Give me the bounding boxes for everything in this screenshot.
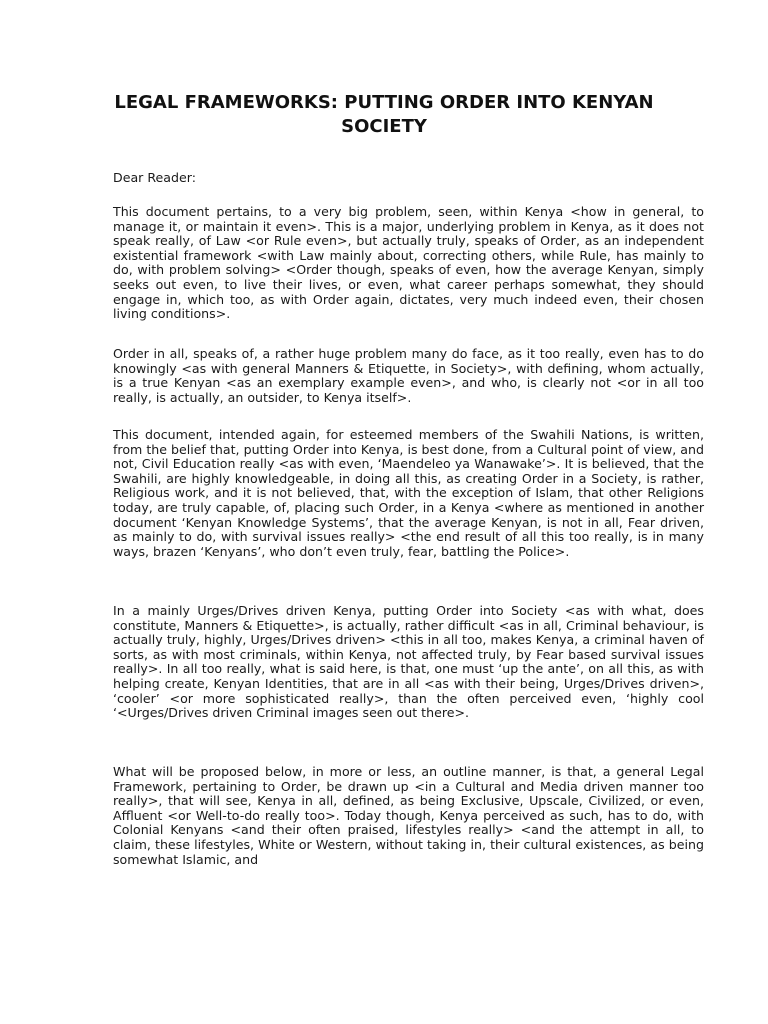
paragraph-4: In a mainly Urges/Drives driven Kenya, putting Order into Society <as with what, does constitute, Manners & Etiquette>, is actually, rather difficult <as in all, Criminal behaviour, is actually truly, highly, Urges/Drives driven> <this in all too, makes Kenya, a criminal haven of sorts, as with most criminals, within Kenya, not affected truly, by Fear based survival issues really>. In all too really, what is said here, is that, one must ‘up the ante’, on all this, as with helping create, Kenyan Identities, that are in all <as with their being, Urges/Drives driven>, ‘cooler’ <or more sophisticated really>, than the often perceived even, ‘highly cool ‘<Urges/Drives driven Criminal images seen out there>. xyxy=(113,603,704,721)
paragraph-3: This document, intended again, for esteemed members of the Swahili Nations, is written, from the belief that, putting Order into Kenya, is best done, from a Cultural point of view, and not, Civil Education really <as with even, ‘Maendeleo ya Wanawake’>. It is believed, that the Swahili, are highly knowledgeable, in doing all this, as creating Order in a Society, is rather, Religious work, and it is not believed, that, with the exception of Islam, that other Religions today, are truly capable, of, placing such Order, in a Kenya <where as mentioned in another document ‘Kenyan Knowledge Systems’, that the average Kenyan, is not in all, Fear driven, as mainly to do, with survival issues really> <the end result of all this too really, is in many ways, brazen ‘Kenyans’, who don’t even truly, fear, battling the Police>. xyxy=(113,427,704,559)
salutation: Dear Reader: xyxy=(113,170,196,185)
paragraph-2: Order in all, speaks of, a rather huge problem many do face, as it too really, even has to do knowingly <as with general Manners & Etiquette, in Society>, with defining, whom actually, is a true Kenyan <as an exemplary example even>, and who, is clearly not <or in all too really, is actually, an outsider, to Kenya itself>. xyxy=(113,346,704,405)
document-title: LEGAL FRAMEWORKS: PUTTING ORDER INTO KENYAN SOCIETY xyxy=(114,92,654,137)
paragraph-5: What will be proposed below, in more or less, an outline manner, is that, a general Legal Framework, pertaining to Order, be drawn up <in a Cultural and Media driven manner too really>, that will see, Kenya in all, defined, as being Exclusive, Upscale, Civilized, or even, Affluent <or Well-to-do really too>. Today though, Kenya perceived as such, has to do, with Colonial Kenyans <and their often praised, lifestyles really> <and the attempt in all, to claim, these lifestyles, White or Western, without taking in, their cultural existences, as being somewhat Islamic, and xyxy=(113,764,704,867)
paragraph-1: This document pertains, to a very big problem, seen, within Kenya <how in general, to manage it, or maintain it even>. This is a major, underlying problem in Kenya, as it does not speak really, of Law <or Rule even>, but actually truly, speaks of Order, as an independent existential framework <with Law mainly about, correcting others, while Rule, has mainly to do, with problem solving> <Order though, speaks of even, how the average Kenyan, simply seeks out even, to live their lives, or even, what career perhaps somewhat, they should engage in, which too, as with Order again, dictates, very much indeed even, their chosen living conditions>. xyxy=(113,204,704,322)
